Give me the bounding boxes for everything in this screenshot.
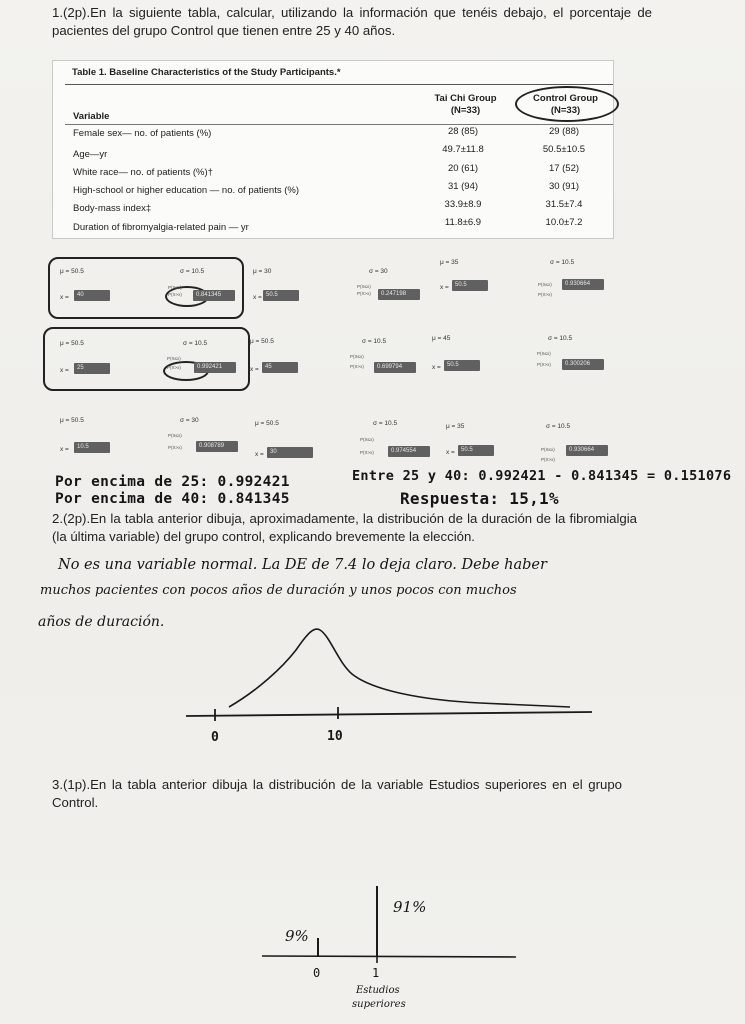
row-duration-control: 10.0±7.2 [545, 217, 583, 228]
calc-4-sigma: σ = 10.5 [183, 340, 208, 347]
calc-2-sigma: σ = 30 [369, 268, 388, 275]
calc-2-pgt: P(X>x) [357, 291, 371, 296]
sketch-axis [186, 712, 592, 716]
calc-5-sigma: σ = 10.5 [362, 338, 387, 345]
calc-7-x-label: x = [60, 446, 69, 453]
calc-9-result: 0.930664 [566, 445, 608, 456]
calc-7-ple: P(X≤x) [168, 433, 182, 438]
sketch-label-0: 0 [211, 730, 219, 745]
calc-7-result: 0.908789 [196, 441, 238, 452]
calc-6-x-input[interactable]: 50.5 [444, 360, 480, 371]
calc-9-pgt: P(X>x) [541, 457, 555, 462]
calc-6-result: 0.300206 [562, 359, 604, 370]
header-taichi-name: Tai Chi Group [434, 93, 497, 104]
calc-8-ple: P(X≤x) [360, 437, 374, 442]
question-3-text: 3.(1p).En la tabla anterior dibuja la distribución de la variable Estudios superiores en el grupo Control. [52, 777, 622, 810]
calc-3-x-input[interactable]: 50.5 [452, 280, 488, 291]
table-caption: Table 1. Baseline Characteristics of the Study Participants.* [72, 67, 341, 78]
header-control-name: Control Group [533, 93, 598, 104]
calc-6-x-label: x = [432, 364, 441, 371]
bar-axis [262, 956, 516, 957]
hw-above-40: Por encima de 40: 0.841345 [55, 491, 290, 507]
row-education-label: High-school or higher education — no. of patients (%) [73, 185, 300, 196]
calc-1-ple: P(X≤x) [168, 285, 182, 290]
calc-9-x-input[interactable]: 50.5 [458, 445, 494, 456]
calc-5-pgt: P(X>x) [350, 364, 364, 369]
calc-7-mu: μ = 50.5 [60, 417, 84, 424]
calc-3-x-label: x = [440, 284, 449, 291]
row-age-label: Age—yr [73, 149, 108, 160]
calc-3-sigma: σ = 10.5 [550, 259, 575, 266]
calc-7-pgt: P(X>x) [168, 445, 182, 450]
calc-5-ple: P(X≤x) [350, 354, 364, 359]
calc-8-pgt: P(X>x) [360, 450, 374, 455]
header-control-n: (N=33) [550, 105, 581, 116]
calc-4-ple: P(X≤x) [167, 356, 181, 361]
calc-9-x-label: x = [446, 449, 455, 456]
calc-4-pgt: P(X>x) [167, 365, 181, 370]
calc-8-x-label: x = [255, 451, 264, 458]
calc-3-pgt: P(X>x) [538, 292, 552, 297]
calc-8-sigma: σ = 10.5 [373, 420, 398, 427]
row-duration-taichi: 11.8±6.9 [444, 217, 482, 228]
hw-answer-2-line-1: No es una variable normal. La DE de 7.4 lo deja claro. Debe haber [58, 557, 547, 573]
calc-2-mu: μ = 30 [253, 268, 272, 275]
calc-3-mu: μ = 35 [440, 259, 459, 266]
row-female-label: Female sex— no. of patients (%) [73, 128, 212, 139]
calc-8-result: 0.974554 [388, 446, 430, 457]
row-female-taichi: 28 (85) [447, 126, 479, 137]
question-2-text: 2.(2p).En la tabla anterior dibuja, aproximadamente, la distribución de la duración de la fibromialgia (la última variable) del grupo control, explicando brevemente la elección. [52, 511, 637, 544]
calc-5-x-input[interactable]: 45 [262, 362, 298, 373]
bar-label-9: 9% [285, 927, 309, 945]
row-age-taichi: 49.7±11.8 [442, 144, 484, 155]
calc-6-ple: P(X≤x) [537, 351, 551, 356]
row-female-control: 29 (88) [548, 126, 580, 137]
calc-4-mu: μ = 50.5 [60, 340, 84, 347]
calc-4-x-input[interactable]: 25 [74, 363, 110, 374]
calc-5-x-label: x = [250, 366, 259, 373]
calc-1-result: 0.841345 [193, 290, 235, 301]
calc-4-result: 0.992421 [194, 362, 236, 373]
calc-3-result: 0.930664 [562, 279, 604, 290]
hw-between-25-40: Entre 25 y 40: 0.992421 - 0.841345 = 0.151076 [352, 468, 732, 484]
bar-axis-label-1: 1 [372, 966, 380, 980]
calc-4-x-label: x = [60, 367, 69, 374]
sketch-curve [229, 629, 570, 707]
calc-2-x-label: x = [253, 294, 262, 301]
hw-answer-2-line-3: años de duración. [38, 614, 165, 630]
calc-6-pgt: P(X>x) [537, 362, 551, 367]
calc-8-mu: μ = 50.5 [255, 420, 279, 427]
question-1-text: 1.(2p).En la siguiente tabla, calcular, utilizando la información que tenéis debajo, el porcentaje de pacientes del grupo Control que tienen entre 25 y 40 años. [52, 5, 652, 38]
row-race-control: 17 (52) [548, 163, 580, 174]
header-taichi-n: (N=33) [450, 105, 481, 116]
row-education-taichi: 31 (94) [447, 181, 479, 192]
bar-label-91: 91% [393, 898, 427, 916]
row-race-label: White race— no. of patients (%)† [73, 167, 213, 178]
calc-1-sigma: σ = 10.5 [180, 268, 205, 275]
row-bmi-taichi: 33.9±8.9 [444, 199, 482, 210]
calc-6-mu: μ = 45 [432, 335, 451, 342]
calc-8-x-input[interactable]: 30 [267, 447, 313, 458]
hw-answer-1: Respuesta: 15,1% [400, 489, 559, 508]
calc-7-sigma: σ = 30 [180, 417, 199, 424]
calc-1-mu: μ = 50.5 [60, 268, 84, 275]
calc-6-sigma: σ = 10.5 [548, 335, 573, 342]
header-variable: Variable [73, 111, 110, 122]
calc-5-result: 0.699794 [374, 362, 416, 373]
calc-1-x-input[interactable]: 40 [74, 290, 110, 301]
calc-7-x-input[interactable]: 10.5 [74, 442, 110, 453]
row-bmi-control: 31.5±7.4 [545, 199, 583, 210]
calc-2-result: 0.247198 [378, 289, 420, 300]
calc-5-mu: μ = 50.5 [250, 338, 274, 345]
calc-1-pgt: P(X>x) [168, 292, 182, 297]
calc-9-sigma: σ = 10.5 [546, 423, 571, 430]
row-race-taichi: 20 (61) [447, 163, 479, 174]
hw-above-25: Por encima de 25: 0.992421 [55, 474, 290, 490]
calc-2-x-input[interactable]: 50.5 [263, 290, 299, 301]
bar-axis-label-0: 0 [313, 966, 321, 980]
calc-9-ple: P(X≤x) [541, 447, 555, 452]
calc-3-ple: P(X≤x) [538, 282, 552, 287]
row-age-control: 50.5±10.5 [542, 144, 586, 155]
bar-caption-estudios: Estudios [356, 985, 400, 996]
hw-answer-2-line-2: muchos pacientes con pocos años de duración y unos pocos con muchos [40, 583, 517, 598]
bar-caption-superiores: superiores [352, 999, 406, 1010]
calc-1-x-label: x = [60, 294, 69, 301]
calc-9-mu: μ = 35 [446, 423, 465, 430]
calc-2-ple: P(X≤x) [357, 284, 371, 289]
row-bmi-label: Body-mass index‡ [73, 203, 152, 214]
row-education-control: 30 (91) [548, 181, 580, 192]
row-duration-label: Duration of fibromyalgia-related pain — yr [73, 222, 249, 233]
sketch-label-10: 10 [327, 729, 343, 744]
